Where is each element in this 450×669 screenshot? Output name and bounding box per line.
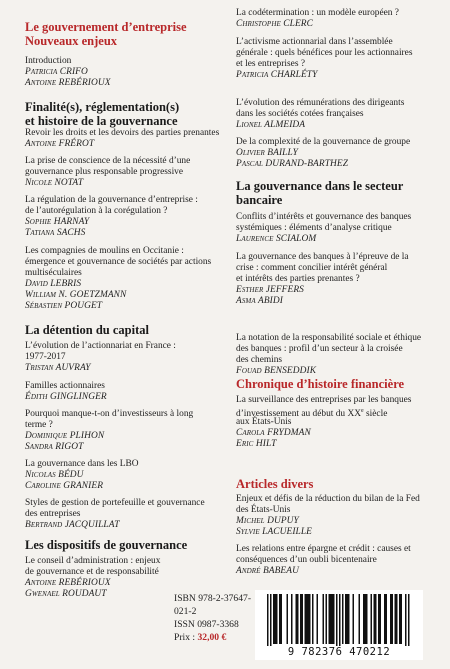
toc-entry-title: La surveillance des entreprises par les banques (236, 395, 412, 405)
toc-entry-title: La codétermination : un modèle européen ? (236, 8, 399, 18)
toc-entry-title: des chemins (236, 355, 283, 365)
barcode-bar (333, 594, 335, 644)
toc-entry-author: Fouad BENSEDDIK (236, 366, 317, 376)
toc-entry-author: Lionel ALMEIDA (236, 120, 306, 130)
barcode-bar (287, 594, 289, 644)
toc-entry-author: David LEBRIS (25, 279, 82, 289)
barcode (255, 590, 423, 660)
toc-entry-title: de gouvernance et de responsabilité (25, 567, 159, 577)
price-label: Prix : (174, 632, 198, 643)
barcode-bar (390, 594, 392, 644)
barcode-bar (275, 594, 277, 644)
toc-entry-title: terme ? (25, 420, 53, 430)
barcode-bar (405, 594, 407, 646)
toc-entry-author: Patricia CHARLÉTY (236, 70, 318, 80)
section-title-finalite-line1: Finalité(s), réglementation(s) (25, 100, 180, 114)
price-value: 32,00 € (197, 632, 227, 643)
barcode-bar (392, 594, 394, 644)
section-title-gouvernement-line1: Le gouvernement d’entreprise (25, 20, 187, 34)
toc-entry-title: et les entreprises ? (236, 59, 305, 69)
barcode-bar (312, 594, 314, 644)
isbn-text: ISBN 978-2-37647-021-2 (174, 593, 252, 617)
section-title-bancaire-line1: La gouvernance dans le secteur (236, 179, 404, 193)
toc-entry-author: Sophie HARNAY (25, 217, 90, 227)
toc-entry-title: émergence et gouvernance de sociétés par actions (25, 257, 212, 267)
section-title-dispositifs: Les dispositifs de gouvernance (25, 538, 188, 552)
barcode-bar (309, 594, 311, 644)
issn-text: ISSN 0987-3368 (174, 619, 239, 630)
barcode-bar (281, 594, 283, 644)
barcode-bar (302, 594, 304, 644)
toc-entry-title: La prise de conscience de la nécessité d’une (25, 156, 191, 166)
barcode-bar (378, 594, 380, 644)
barcode-bar (363, 594, 365, 644)
barcode-bar (336, 594, 338, 646)
toc-entry-title: systémiques : éléments d’analyse critique (236, 223, 392, 233)
toc-entry-author: Patricia CRIFO (25, 67, 88, 77)
section-title-chronique: Chronique d’histoire financière (236, 377, 405, 391)
toc-entry-title: des États-Unis (236, 505, 291, 515)
toc-entry-author: Caroline GRANIER (25, 481, 104, 491)
toc-entry-title: et intérêts des parties prenantes ? (236, 274, 360, 284)
barcode-bar (267, 594, 269, 646)
barcode-bar (348, 594, 350, 644)
toc-entry-author: Antoine FRÉROT (25, 139, 95, 149)
barcode-bar (342, 594, 344, 644)
barcode-bar (339, 594, 341, 646)
toc-entry-author: Eric HILT (236, 439, 277, 449)
toc-entry-author: Tristan AUVRAY (25, 363, 91, 373)
toc-entry-title: La régulation de la gouvernance d’entreprise : (25, 195, 198, 205)
barcode-bar (371, 594, 373, 644)
toc-entry-title: Introduction (25, 56, 72, 66)
barcode-bar (326, 594, 328, 644)
toc-entry-title: d’investissement au début du XXe siècle (236, 408, 388, 420)
barcode-bars (255, 590, 423, 646)
toc-entry-author: Michel DUPUY (236, 516, 299, 526)
barcode-bar (366, 594, 368, 644)
section-title-finalite-line2: et histoire de la gouvernance (25, 114, 178, 128)
toc-entry-author: Sébastien POUGET (25, 301, 103, 311)
barcode-bar (329, 594, 331, 644)
toc-entry-author: Édith GINGLINGER (25, 392, 107, 402)
toc-entry-title: Revoir les droits et les devoirs des parties prenantes (25, 128, 220, 138)
toc-entry-title: Styles de gestion de portefeuille et gouvernance (25, 498, 205, 508)
barcode-bar (396, 594, 398, 644)
barcode-bar (386, 594, 388, 644)
barcode-bar (296, 594, 298, 644)
toc-entry-author: Esther JEFFERS (236, 285, 304, 295)
barcode-bar (317, 594, 319, 644)
toc-entry-author: Bertrand JACQUILLAT (25, 520, 120, 530)
toc-entry-title: des entreprises (25, 509, 81, 519)
toc-entry-title: Le conseil d’administration : enjeux (25, 556, 161, 566)
toc-entry-author: Pascal DURAND-BARTHEZ (236, 159, 349, 169)
barcode-bar (332, 594, 334, 644)
barcode-bar (297, 594, 299, 644)
barcode-bar (365, 594, 367, 644)
toc-entry-author: William N. GOETZMANN (25, 290, 127, 300)
toc-entry-author: Olivier BAILLY (236, 148, 298, 158)
barcode-bar (374, 594, 376, 644)
toc-entry-title: Enjeux et défis de la réduction du bilan de la Fed (236, 494, 420, 504)
barcode-bar (375, 594, 377, 644)
barcode-bar (306, 594, 308, 644)
barcode-bar (380, 594, 382, 644)
toc-entry-title: générale : quels bénéfices pour les actionnaires (236, 48, 413, 58)
toc-entry-title: De la complexité de la gouvernance de groupe (236, 137, 411, 147)
toc-entry-title: La gouvernance des banques à l’épreuve de la (236, 252, 409, 262)
barcode-bar (273, 594, 275, 644)
toc-entry-author: Asma ABIDI (236, 296, 283, 306)
isbn-block (174, 592, 254, 644)
toc-entry-title: L’activisme actionnarial dans l’assemblée (236, 37, 393, 47)
price-text (174, 631, 254, 644)
toc-entry-author: Laurence SCIALOM (236, 234, 317, 244)
toc-entry-author: Gwenael ROUDAUT (25, 589, 107, 599)
barcode-bar (323, 594, 325, 644)
barcode-number: 9 782376 470212 (287, 646, 391, 658)
toc-entry-author: Carola FRYDMAN (236, 428, 311, 438)
barcode-bar (395, 594, 397, 644)
toc-entry-title: L’évolution des rémunérations des dirigeants (236, 98, 405, 108)
barcode-bar (300, 594, 302, 644)
toc-entry-title: Les compagnies de moulins en Occitanie : (25, 246, 184, 256)
barcode-bar (305, 594, 307, 644)
toc-entry-title: Familles actionnaires (25, 381, 105, 391)
toc-entry-title: conséquences d’un oubli bicentenaire (236, 555, 377, 565)
toc-entry-author: André BABEAU (236, 566, 299, 576)
toc-entry-title: de l’autorégulation à la corégulation ? (25, 206, 168, 216)
toc-entry-title: dans les sociétés cotées françaises (236, 109, 364, 119)
barcode-bar (359, 594, 361, 644)
barcode-bar (384, 594, 386, 644)
toc-entry-title: 1977-2017 (25, 352, 66, 362)
barcode-bar (353, 594, 355, 644)
toc-entry-author: Christophe CLERC (236, 19, 313, 29)
toc-entry-title: aux États-Unis (236, 417, 292, 427)
section-title-articles-divers: Articles divers (236, 477, 314, 491)
toc-entry-title: multiséculaires (25, 268, 82, 278)
toc-entry-title: La notation de la responsabilité sociale et éthique (236, 333, 422, 343)
toc-entry-author: Antoine REBÉRIOUX (25, 578, 111, 588)
barcode-bar (308, 594, 310, 644)
toc-entry-title: gouvernance plus responsable progressive (25, 167, 184, 177)
barcode-bar (345, 594, 347, 644)
section-title-bancaire-line2: bancaire (236, 193, 283, 207)
barcode-bar (276, 594, 278, 644)
toc-entry-title: Pourquoi manque-t-on d’investisseurs à long (25, 409, 194, 419)
toc-entry-author: Dominique PLIHON (25, 431, 105, 441)
toc-entry-author: Sandra RIGOT (25, 442, 84, 452)
barcode-bar (399, 594, 401, 644)
toc-entry-title: Conflits d’intérêts et gouvernance des banques (236, 212, 412, 222)
toc-entry-title: Les relations entre épargne et crédit : causes et (236, 544, 411, 554)
toc-entry-title: des banques : profil d’un secteur à la croisée (236, 344, 403, 354)
toc-entry-author: Nicole NOTAT (25, 178, 84, 188)
toc-entry-author: Tatiana SACHS (25, 228, 86, 238)
toc-entry-title: L’évolution de l’actionnariat en France : (25, 341, 176, 351)
toc-entry-author: Nicolas BÉDU (25, 470, 84, 480)
barcode-bar (401, 594, 403, 644)
section-title-detention: La détention du capital (25, 323, 149, 337)
barcode-bar (279, 594, 281, 644)
toc-entry-title: La gouvernance dans les LBO (25, 459, 139, 469)
toc-entry-author: Sylvie LACUEILLE (236, 527, 313, 537)
toc-entry-title: crise : comment concilier intérêt général (236, 263, 388, 273)
toc-entry-author: Antoine REBÉRIOUX (25, 78, 111, 88)
section-title-gouvernement-line2: Nouveaux enjeux (25, 34, 118, 48)
barcode-bar (347, 594, 349, 644)
barcode-bar (291, 594, 293, 644)
barcode-bar (270, 594, 272, 646)
barcode-bar (408, 594, 410, 646)
barcode-bar (330, 594, 332, 644)
